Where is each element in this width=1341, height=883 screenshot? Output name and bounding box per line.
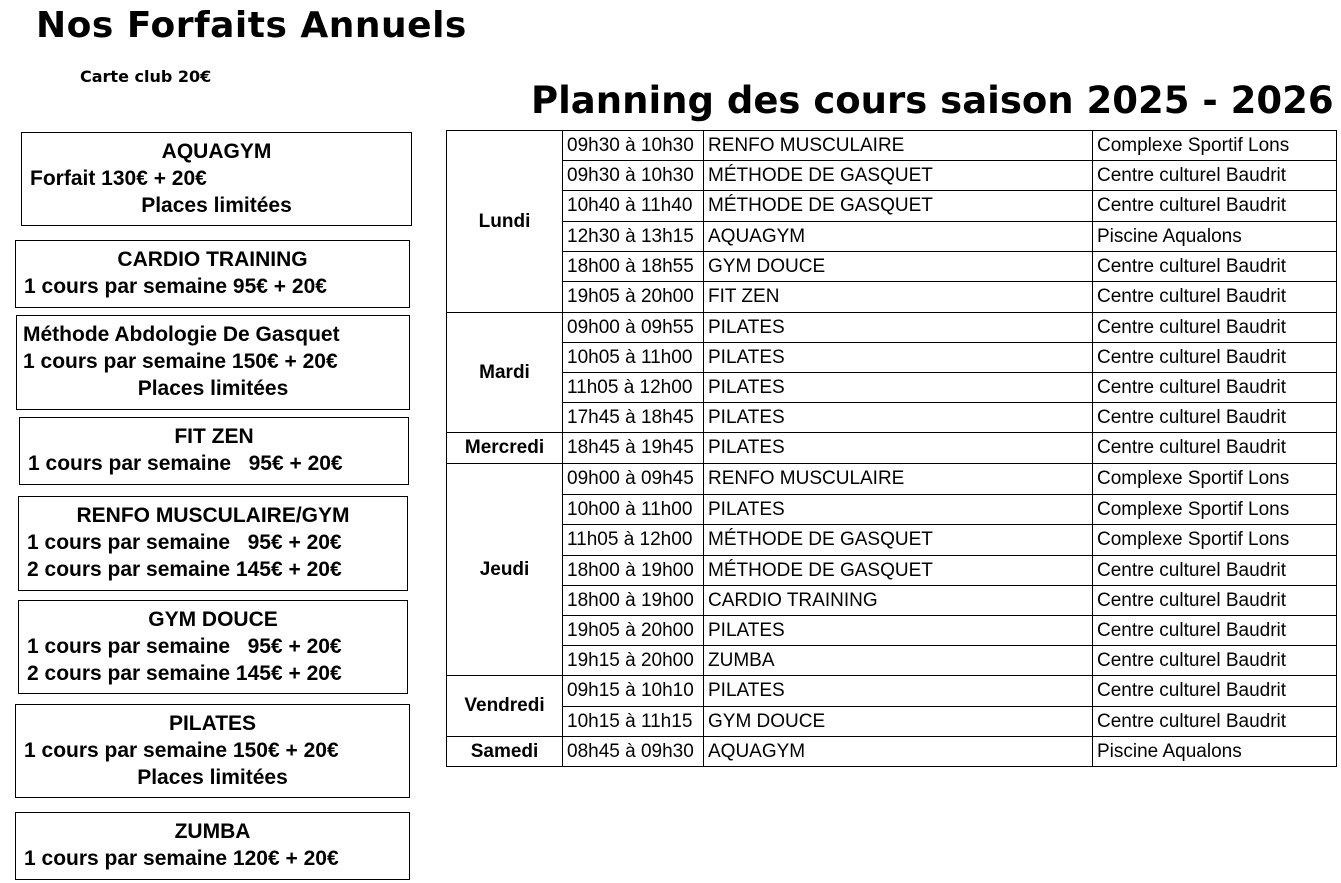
place-cell: Piscine Aqualons — [1093, 222, 1337, 252]
place-cell: Centre culturel Baudrit — [1093, 707, 1337, 737]
place-cell: Complexe Sportif Lons — [1093, 525, 1337, 556]
place-cell: Centre culturel Baudrit — [1093, 403, 1337, 433]
course-cell: PILATES — [704, 495, 1093, 525]
course-cell: PILATES — [704, 343, 1093, 373]
course-cell: PILATES — [704, 403, 1093, 433]
time-cell: 10h00 à 11h00 — [563, 495, 704, 525]
day-cell: Jeudi — [447, 464, 563, 676]
place-cell: Centre culturel Baudrit — [1093, 556, 1337, 586]
place-cell: Complexe Sportif Lons — [1093, 131, 1337, 161]
time-cell: 10h15 à 11h15 — [563, 707, 704, 737]
course-cell: FIT ZEN — [704, 282, 1093, 313]
day-cell: Vendredi — [447, 676, 563, 737]
schedule-row — [447, 373, 1337, 403]
offer-title: RENFO MUSCULAIRE/GYM — [76, 504, 350, 527]
place-cell: Centre culturel Baudrit — [1093, 373, 1337, 403]
schedule-row — [447, 707, 1337, 737]
offer-price-1: 1 cours par semaine 95€ + 20€ — [27, 531, 342, 554]
offer-title: GYM DOUCE — [148, 608, 278, 631]
offer-gym-douce — [18, 600, 408, 694]
course-cell: ZUMBA — [704, 646, 1093, 676]
schedule-row — [447, 616, 1337, 646]
course-cell: CARDIO TRAINING — [704, 586, 1093, 616]
course-cell: PILATES — [704, 313, 1093, 343]
course-cell: PILATES — [704, 433, 1093, 464]
course-cell: PILATES — [704, 616, 1093, 646]
time-cell: 09h00 à 09h55 — [563, 313, 704, 343]
time-cell: 18h00 à 19h00 — [563, 586, 704, 616]
place-cell: Centre culturel Baudrit — [1093, 252, 1337, 282]
offer-price-2: 2 cours par semaine 145€ + 20€ — [27, 558, 342, 581]
course-cell: MÉTHODE DE GASQUET — [704, 191, 1093, 222]
course-cell: GYM DOUCE — [704, 707, 1093, 737]
offer-cardio-training — [15, 240, 410, 308]
time-cell: 10h05 à 11h00 — [563, 343, 704, 373]
place-cell: Centre culturel Baudrit — [1093, 191, 1337, 222]
offer-price: 1 cours par semaine 150€ + 20€ — [24, 739, 339, 762]
course-cell: PILATES — [704, 373, 1093, 403]
time-cell: 19h05 à 20h00 — [563, 616, 704, 646]
day-cell: Lundi — [447, 131, 563, 313]
offer-pilates — [15, 704, 410, 798]
offer-fit-zen — [19, 417, 409, 485]
place-cell: Piscine Aqualons — [1093, 737, 1337, 767]
schedule-row — [447, 131, 1337, 161]
place-cell: Centre culturel Baudrit — [1093, 676, 1337, 707]
schedule-row — [447, 403, 1337, 433]
place-cell: Centre culturel Baudrit — [1093, 161, 1337, 191]
schedule-row — [447, 343, 1337, 373]
course-cell: PILATES — [704, 676, 1093, 707]
schedule-row — [447, 282, 1337, 313]
time-cell: 18h45 à 19h45 — [563, 433, 704, 464]
time-cell: 19h05 à 20h00 — [563, 282, 704, 313]
course-cell: AQUAGYM — [704, 737, 1093, 767]
course-cell: RENFO MUSCULAIRE — [704, 131, 1093, 161]
offer-title: PILATES — [168, 712, 257, 735]
schedule-row — [447, 737, 1337, 767]
offer-price: 1 cours par semaine 95€ + 20€ — [24, 275, 327, 298]
place-cell: Centre culturel Baudrit — [1093, 313, 1337, 343]
offer-note: Places limitées — [137, 377, 289, 400]
time-cell: 08h45 à 09h30 — [563, 737, 704, 767]
time-cell: 09h15 à 10h10 — [563, 676, 704, 707]
schedule-row — [447, 252, 1337, 282]
time-cell: 09h30 à 10h30 — [563, 161, 704, 191]
place-cell: Centre culturel Baudrit — [1093, 616, 1337, 646]
place-cell: Complexe Sportif Lons — [1093, 495, 1337, 525]
schedule-row — [447, 646, 1337, 676]
offer-title: CARDIO TRAINING — [117, 248, 308, 271]
place-cell: Centre culturel Baudrit — [1093, 646, 1337, 676]
course-cell: AQUAGYM — [704, 222, 1093, 252]
place-cell: Complexe Sportif Lons — [1093, 464, 1337, 495]
schedule-title: Planning des cours saison 2025 - 2026 — [531, 79, 1334, 122]
time-cell: 18h00 à 19h00 — [563, 556, 704, 586]
offer-title: FIT ZEN — [174, 425, 254, 448]
offer-title: AQUAGYM — [161, 140, 272, 163]
schedule-table — [446, 130, 1337, 767]
course-cell: MÉTHODE DE GASQUET — [704, 161, 1093, 191]
day-cell: Mardi — [447, 313, 563, 433]
time-cell: 11h05 à 12h00 — [563, 373, 704, 403]
time-cell: 18h00 à 18h55 — [563, 252, 704, 282]
course-cell: RENFO MUSCULAIRE — [704, 464, 1093, 495]
time-cell: 19h15 à 20h00 — [563, 646, 704, 676]
time-cell: 11h05 à 12h00 — [563, 525, 704, 556]
place-cell: Centre culturel Baudrit — [1093, 586, 1337, 616]
offer-price: 1 cours par semaine 120€ + 20€ — [24, 847, 339, 870]
course-cell: MÉTHODE DE GASQUET — [704, 525, 1093, 556]
offer-methode-gasquet — [16, 315, 410, 410]
offer-renfo-musculaire — [18, 496, 408, 591]
offer-note: Places limitées — [141, 194, 292, 217]
schedule-row — [447, 495, 1337, 525]
schedule-row — [447, 586, 1337, 616]
offer-price: Forfait 130€ + 20€ — [30, 167, 207, 190]
schedule-row — [447, 433, 1337, 464]
schedule-row — [447, 313, 1337, 343]
schedule-row — [447, 161, 1337, 191]
time-cell: 09h00 à 09h45 — [563, 464, 704, 495]
schedule-body — [447, 131, 1337, 767]
course-cell: MÉTHODE DE GASQUET — [704, 556, 1093, 586]
schedule-row — [447, 676, 1337, 707]
club-card-price: Carte club 20€ — [80, 67, 212, 86]
offer-title: ZUMBA — [174, 820, 251, 843]
place-cell: Centre culturel Baudrit — [1093, 433, 1337, 464]
offer-aquagym — [21, 132, 412, 226]
schedule-row — [447, 556, 1337, 586]
day-cell: Mercredi — [447, 433, 563, 464]
course-cell: GYM DOUCE — [704, 252, 1093, 282]
schedule-row — [447, 464, 1337, 495]
time-cell: 17h45 à 18h45 — [563, 403, 704, 433]
offer-zumba — [15, 812, 410, 880]
time-cell: 09h30 à 10h30 — [563, 131, 704, 161]
place-cell: Centre culturel Baudrit — [1093, 343, 1337, 373]
time-cell: 12h30 à 13h15 — [563, 222, 704, 252]
offer-note: Places limitées — [137, 766, 288, 789]
schedule-row — [447, 222, 1337, 252]
time-cell: 10h40 à 11h40 — [563, 191, 704, 222]
offer-title: Méthode Abdologie De Gasquet — [23, 323, 340, 346]
offer-price: 1 cours par semaine 150€ + 20€ — [23, 350, 338, 373]
offer-price-1: 1 cours par semaine 95€ + 20€ — [27, 635, 342, 658]
place-cell: Centre culturel Baudrit — [1093, 282, 1337, 313]
day-cell: Samedi — [447, 737, 563, 767]
offer-price: 1 cours par semaine 95€ + 20€ — [28, 452, 343, 475]
schedule-row — [447, 525, 1337, 556]
offer-price-2: 2 cours par semaine 145€ + 20€ — [27, 662, 342, 685]
page-title: Nos Forfaits Annuels — [36, 5, 467, 46]
schedule-row — [447, 191, 1337, 222]
